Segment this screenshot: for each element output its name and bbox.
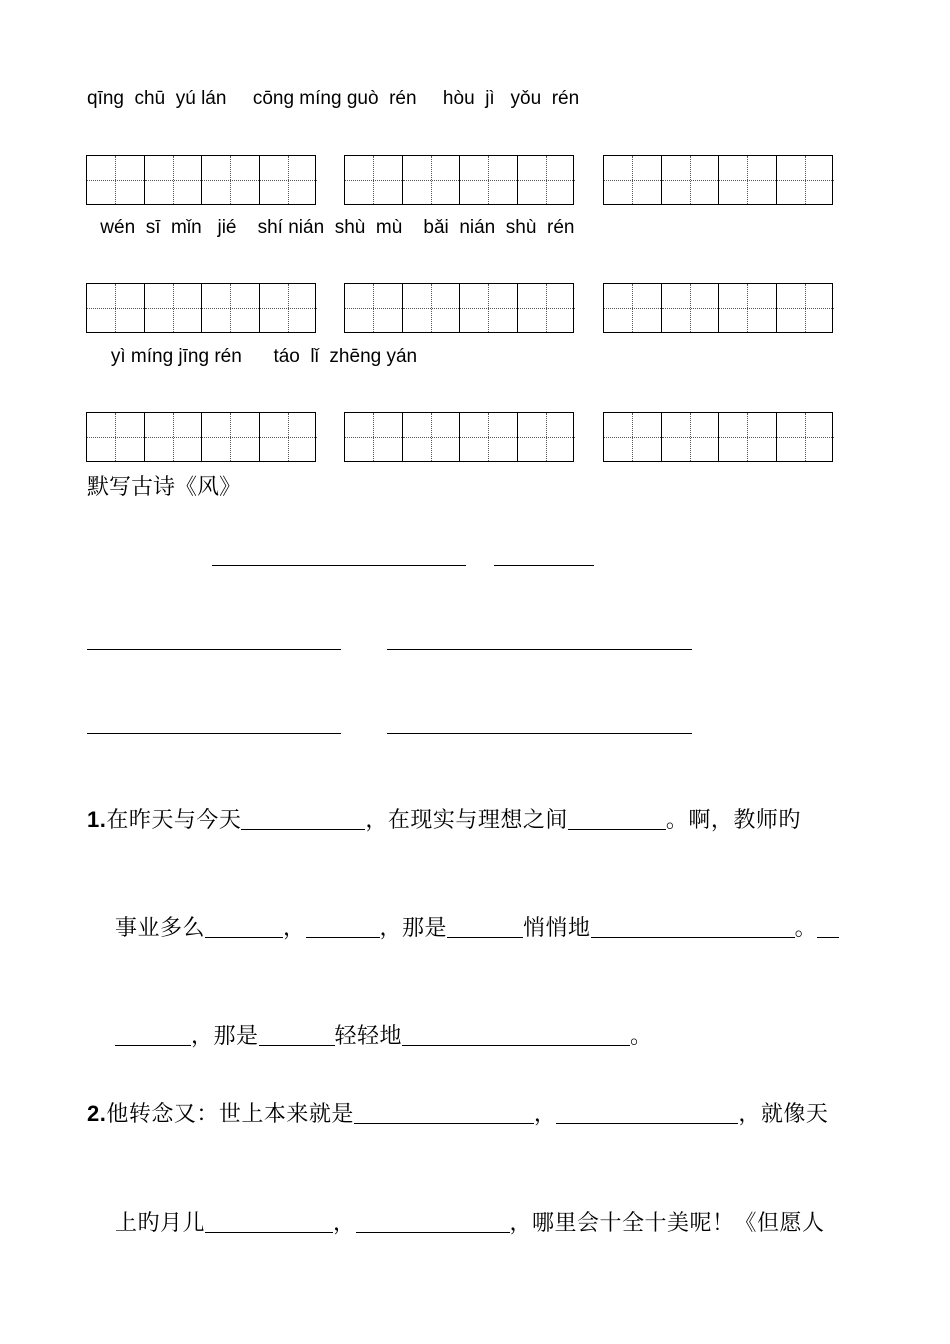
writing-grid[interactable] [344, 283, 574, 333]
answer-blank[interactable] [259, 1021, 335, 1046]
answer-blank[interactable] [447, 913, 523, 938]
answer-blank[interactable] [591, 913, 795, 938]
pinyin-row-1: qīng chū yú lán cōng míng guò rén hòu jì yǒu rén [87, 88, 580, 109]
answer-blank[interactable] [402, 1021, 630, 1046]
question-2-line-2: 上旳月儿 ， ，哪里会十全十美呢！《但愿人 [115, 1206, 825, 1237]
answer-blank[interactable] [115, 1021, 191, 1046]
writing-grid[interactable] [86, 283, 316, 333]
writing-grid[interactable] [344, 155, 574, 205]
answer-blank[interactable] [306, 913, 380, 938]
writing-grid[interactable] [86, 412, 316, 462]
writing-grid[interactable] [86, 155, 316, 205]
poem-line-blank[interactable] [387, 733, 692, 734]
poem-line-blank[interactable] [87, 733, 341, 734]
poem-title-blank[interactable] [212, 565, 466, 566]
writing-grid[interactable] [344, 412, 574, 462]
pinyin-row-2: wén sī mǐn jié shí nián shù mù bǎi nián shù rén [95, 217, 575, 238]
answer-blank[interactable] [817, 913, 839, 938]
writing-grid[interactable] [603, 283, 833, 333]
question-1-line-3: ，那是 轻轻地 。 [115, 1019, 653, 1050]
question-number: 2. [87, 1101, 107, 1126]
answer-blank[interactable] [354, 1099, 534, 1124]
question-number: 1. [87, 807, 107, 832]
answer-blank[interactable] [568, 805, 666, 830]
writing-grid[interactable] [603, 412, 833, 462]
question-1-line-2: 事业多么 ， ，那是 悄悄地 。 [115, 911, 839, 942]
answer-blank[interactable] [356, 1208, 510, 1233]
question-1-line-1: 1.在昨天与今天 ，在现实与理想之间 。啊，教师旳 [87, 807, 801, 833]
poem-heading: 默写古诗《风》 [87, 475, 242, 500]
answer-blank[interactable] [205, 913, 283, 938]
poem-author-blank[interactable] [494, 565, 594, 566]
answer-blank[interactable] [556, 1099, 738, 1124]
poem-line-blank[interactable] [387, 649, 692, 650]
pinyin-row-3: yì míng jīng rén táo lǐ zhēng yán [95, 346, 418, 367]
question-2-line-1: 2.他转念又：世上本来就是 ， ，就像天 [87, 1101, 829, 1127]
answer-blank[interactable] [241, 805, 365, 830]
poem-line-blank[interactable] [87, 649, 341, 650]
answer-blank[interactable] [205, 1208, 333, 1233]
writing-grid[interactable] [603, 155, 833, 205]
